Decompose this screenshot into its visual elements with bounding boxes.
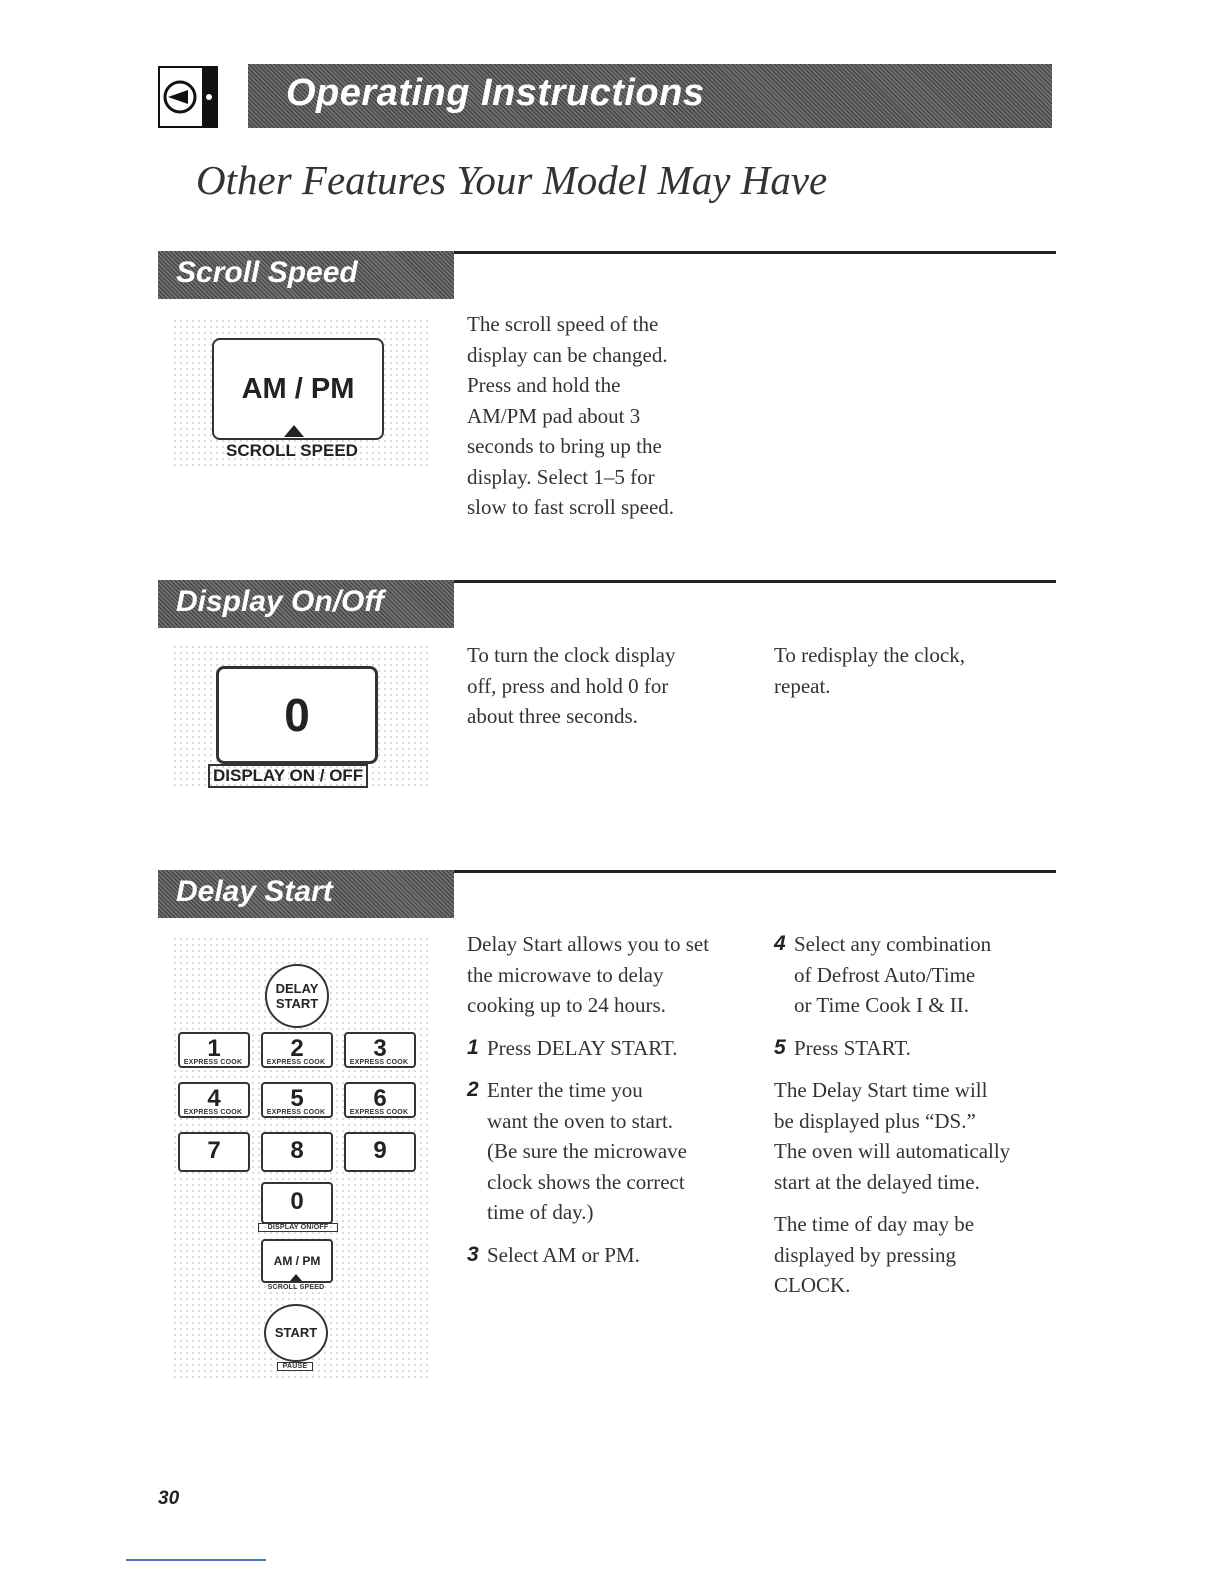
start-pad: START [264, 1304, 328, 1362]
step-number: 1 [467, 1035, 479, 1059]
text-line: about three seconds. [467, 704, 638, 728]
key-6-sub: EXPRESS COOK [349, 1109, 409, 1116]
key-4-sub: EXPRESS COOK [183, 1109, 243, 1116]
step-3 [467, 1240, 709, 1271]
step-text: Press START. [794, 1035, 911, 1060]
pointer-arrow-icon [290, 1274, 302, 1281]
delay-start-pad [265, 964, 329, 1028]
step-5 [774, 1033, 1010, 1064]
scroll-speed-heading-bar [158, 251, 454, 299]
start-label: START [275, 996, 319, 1011]
key-7: 7 [178, 1132, 250, 1172]
step-number: 4 [774, 932, 786, 955]
key-2-sub: EXPRESS COOK [266, 1059, 326, 1066]
text-line: displayed by pressing [774, 1242, 956, 1267]
section-rule [454, 870, 1056, 873]
footer-rule [126, 1559, 266, 1561]
text-line: To turn the clock display [467, 643, 676, 667]
key-0-sub: DISPLAY ON/OFF [258, 1223, 338, 1232]
key-9: 9 [344, 1132, 416, 1172]
key-6: 6 [344, 1082, 416, 1118]
scroll-speed-text [467, 309, 674, 523]
step-text: Enter the time you [487, 1078, 643, 1102]
key-am-pm-sub: SCROLL SPEED [267, 1284, 325, 1291]
keypad-illustration [172, 936, 432, 1378]
text-line: the microwave to delay [467, 962, 664, 987]
text-line: be displayed plus “DS.” [774, 1108, 976, 1133]
text-line: start at the delayed time. [774, 1169, 980, 1194]
key-0: 0 [261, 1182, 333, 1224]
key-3: 3 [344, 1032, 416, 1068]
step-4 [774, 929, 1010, 1021]
step-text: Select AM or PM. [487, 1242, 640, 1267]
key-3-sub: EXPRESS COOK [349, 1059, 409, 1066]
step-number: 2 [467, 1078, 479, 1101]
delay-start-intro [467, 929, 709, 1021]
text-line: The scroll speed of the [467, 312, 659, 336]
key-8: 8 [261, 1132, 333, 1172]
step-1 [467, 1033, 709, 1064]
key-2: 2 [261, 1032, 333, 1068]
key-5-sub: EXPRESS COOK [266, 1109, 326, 1116]
step-text: clock shows the correct [487, 1169, 685, 1194]
step-text: Select any combination [794, 932, 992, 956]
delay-start-heading: Delay Start [176, 875, 333, 908]
header-title: Operating Instructions [286, 72, 705, 114]
text-line: display. Select 1–5 for [467, 464, 655, 489]
header-banner [248, 64, 1052, 128]
page-subtitle: Other Features Your Model May Have [196, 157, 828, 203]
key-5: 5 [261, 1082, 333, 1118]
text-line: display can be changed. [467, 342, 668, 367]
delay-start-col1 [467, 929, 709, 1282]
section-rule [454, 580, 1056, 583]
step-text: Press DELAY START. [487, 1035, 678, 1060]
text-line: seconds to bring up the [467, 434, 662, 458]
pause-sub: PAUSE [277, 1362, 313, 1371]
step-number: 3 [467, 1242, 479, 1266]
text-line: The time of day may be [774, 1212, 975, 1236]
key-1-sub: EXPRESS COOK [183, 1059, 243, 1066]
page-number: 30 [158, 1488, 180, 1509]
step-text: (Be sure the microwave [487, 1139, 688, 1163]
zero-pad-label: 0 [284, 689, 310, 741]
key-1: 1 [178, 1032, 250, 1068]
delay-start-note-2 [774, 1209, 1010, 1301]
key-am-pm: AM / PM [261, 1239, 333, 1283]
text-line: slow to fast scroll speed. [467, 495, 675, 519]
step-text: of Defrost Auto/Time [794, 962, 976, 987]
text-line: Delay Start allows you to set [467, 932, 710, 956]
delay-start-heading-bar [158, 870, 454, 918]
am-pm-pad-label: AM / PM [241, 372, 355, 405]
text-line: AM/PM pad about 3 [467, 403, 641, 428]
text-line: The oven will automatically [774, 1139, 1011, 1163]
scroll-speed-illustration [172, 318, 432, 466]
delay-start-col2 [774, 929, 1010, 1313]
text-line: repeat. [774, 673, 831, 698]
step-text: or Time Cook I & II. [794, 993, 970, 1017]
section-rule [454, 251, 1056, 254]
zero-pad [216, 666, 378, 764]
text-line: To redisplay the clock, [774, 643, 965, 667]
display-onoff-heading: Display On/Off [176, 585, 384, 618]
delay-label: DELAY [275, 981, 319, 996]
text-line: CLOCK. [774, 1273, 851, 1297]
display-onoff-illustration [172, 644, 432, 790]
display-onoff-sublabel: DISPLAY ON / OFF [208, 764, 368, 788]
step-text: time of day.) [487, 1200, 594, 1224]
display-onoff-col2 [774, 640, 965, 701]
key-4: 4 [178, 1082, 250, 1118]
scroll-speed-heading: Scroll Speed [176, 256, 358, 289]
text-line: off, press and hold 0 for [467, 673, 669, 698]
pointer-arrow-icon [284, 425, 304, 437]
step-number: 5 [774, 1035, 786, 1059]
text-line: The Delay Start time will [774, 1078, 988, 1102]
display-onoff-col1 [467, 640, 675, 732]
step-2 [467, 1075, 709, 1228]
scroll-speed-sublabel: SCROLL SPEED [226, 441, 358, 460]
delay-start-note-1 [774, 1075, 1010, 1197]
display-onoff-heading-bar [158, 580, 454, 628]
text-line: cooking up to 24 hours. [467, 993, 666, 1017]
section-tab-icon [158, 66, 218, 128]
step-text: want the oven to start. [487, 1108, 674, 1133]
text-line: Press and hold the [467, 373, 621, 397]
